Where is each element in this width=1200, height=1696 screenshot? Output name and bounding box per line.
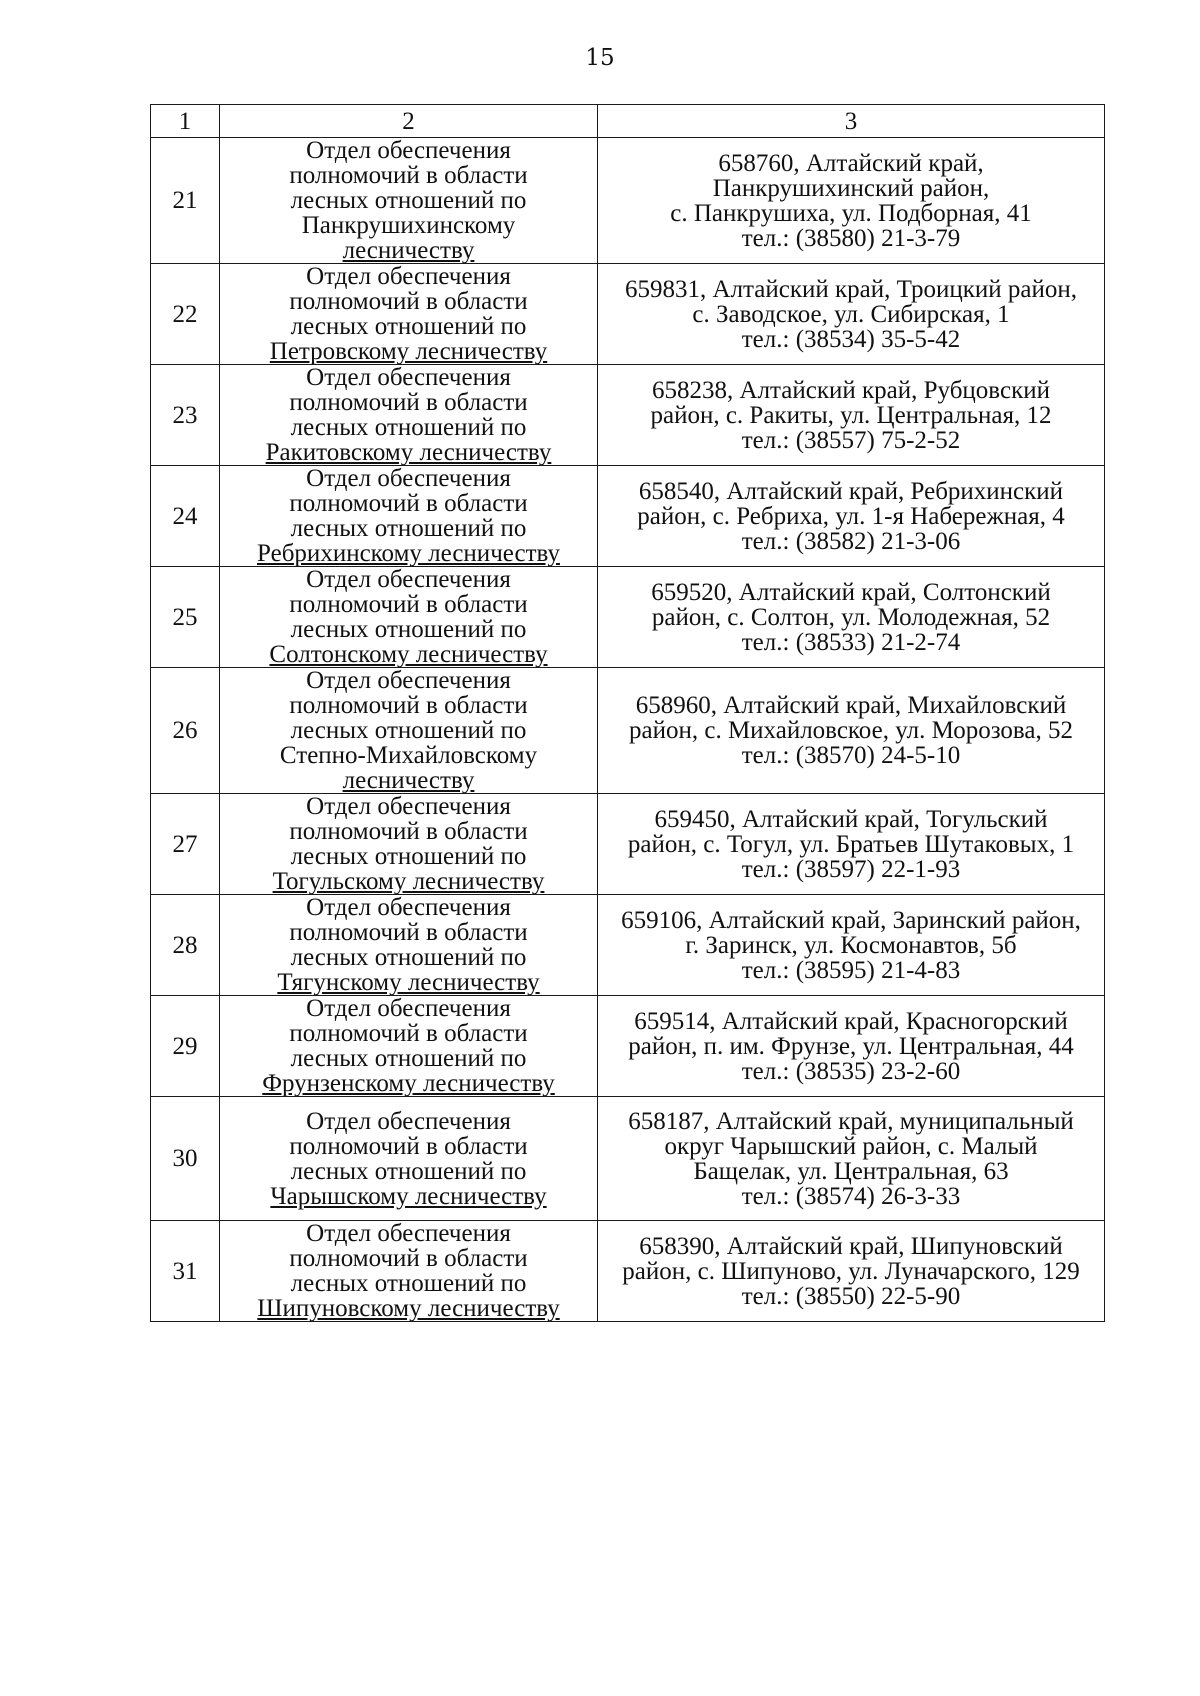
row-number: 29 [151, 996, 220, 1097]
department-name-cell [220, 1097, 598, 1221]
address-line: 658760, Алтайский край, [718, 149, 984, 177]
department-name-cell [220, 466, 598, 567]
address-cell [598, 567, 1105, 668]
address-line: район, с. Ракиты, ул. Центральная, 12 [650, 401, 1052, 429]
department-name-line: лесных отношений по [290, 1270, 527, 1297]
department-name-line: Солтонскому лесничеству [269, 641, 548, 668]
department-name-line: полномочий в области [289, 818, 528, 845]
department-name-line: полномочий в области [289, 288, 528, 315]
address-cell [598, 264, 1105, 365]
address-line: 658960, Алтайский край, Михайловский [635, 692, 1067, 719]
address-line: Панкрушихинский район, [712, 174, 990, 202]
address-line: тел.: (38534) 35-5-42 [741, 325, 961, 353]
table-body [151, 105, 1105, 1322]
address-line: 658390, Алтайский край, Шипуновский [639, 1232, 1063, 1260]
address-line: 658540, Алтайский край, Ребрихинский [638, 477, 1064, 505]
address-cell [598, 668, 1105, 794]
address-cell [598, 895, 1105, 996]
address-line: 659520, Алтайский край, Солтонский [651, 578, 1051, 606]
department-name-line: Тягунскому лесничеству [277, 969, 540, 996]
department-name-cell [220, 138, 598, 264]
address-line: 659450, Алтайский край, Тогульский [654, 805, 1048, 833]
address-line: 659831, Алтайский край, Троицкий район, [625, 275, 1077, 303]
address-line: тел.: (38557) 75-2-52 [741, 426, 961, 454]
address-line: район, с. Тогул, ул. Братьев Шутаковых, 1 [627, 830, 1075, 858]
column-header-address: 3 [598, 105, 1105, 138]
department-name-line: полномочий в области [289, 490, 528, 517]
department-name-line: Ребрихинскому лесничеству [257, 540, 560, 567]
table-row [151, 794, 1105, 895]
department-name-line: полномочий в области [289, 1020, 528, 1047]
address-line: район, с. Шипуново, ул. Луначарского, 129 [622, 1257, 1080, 1285]
department-name-line: Отдел обеспечения [306, 137, 511, 164]
address-line: округ Чарышский район, с. Малый [664, 1132, 1038, 1160]
department-name-line: лесных отношений по [290, 944, 527, 971]
address-cell [598, 794, 1105, 895]
address-line: район, с. Михайловское, ул. Морозова, 52 [629, 717, 1073, 744]
department-name-line: лесных отношений по [290, 313, 527, 340]
table-row [151, 567, 1105, 668]
department-name-line: Отдел обеспечения [306, 566, 511, 593]
address-line: тел.: (38595) 21-4-83 [741, 956, 961, 984]
table-row [151, 895, 1105, 996]
table-row [151, 365, 1105, 466]
row-number: 23 [151, 365, 220, 466]
department-name-line: полномочий в области [289, 591, 528, 618]
department-name-cell [220, 264, 598, 365]
address-cell [598, 1097, 1105, 1221]
row-number: 30 [151, 1097, 220, 1221]
address-line: тел.: (38582) 21-3-06 [741, 527, 961, 555]
address-line: тел.: (38550) 22-5-90 [741, 1282, 961, 1310]
address-line: район, п. им. Фрунзе, ул. Центральная, 44 [628, 1032, 1074, 1060]
department-name-line: Фрунзенскому лесничеству [262, 1070, 555, 1097]
department-name-line: Отдел обеспечения [306, 1220, 511, 1247]
address-line: 658187, Алтайский край, муниципальный [628, 1107, 1074, 1135]
department-name-line: Шипуновскому лесничеству [257, 1295, 560, 1322]
address-line: 659514, Алтайский край, Красногорский [634, 1007, 1068, 1035]
department-name-cell [220, 365, 598, 466]
department-name-line: лесных отношений по [290, 187, 527, 214]
department-name-line: Чарышскому лесничеству [270, 1182, 547, 1210]
department-name-line: Отдел обеспечения [306, 263, 511, 290]
department-name-line: лесничеству [342, 237, 475, 264]
department-name-cell [220, 1221, 598, 1322]
department-name-line: лесных отношений по [290, 1045, 527, 1072]
row-number: 28 [151, 895, 220, 996]
department-name-line: Отдел обеспечения [306, 667, 511, 694]
row-number: 22 [151, 264, 220, 365]
address-line: с. Панкрушиха, ул. Подборная, 41 [670, 199, 1032, 227]
row-number: 25 [151, 567, 220, 668]
department-name-line: полномочий в области [289, 692, 528, 719]
address-cell [598, 365, 1105, 466]
table-row [151, 466, 1105, 567]
department-name-line: лесных отношений по [290, 843, 527, 870]
row-number: 26 [151, 668, 220, 794]
department-name-line: Отдел обеспечения [306, 793, 511, 820]
address-line: тел.: (38580) 21-3-79 [741, 224, 961, 252]
department-name-line: лесных отношений по [290, 616, 527, 643]
address-line: район, с. Солтон, ул. Молодежная, 52 [651, 603, 1051, 631]
table-row [151, 668, 1105, 794]
department-name-line: Отдел обеспечения [306, 465, 511, 492]
table-row [151, 996, 1105, 1097]
department-name-cell [220, 668, 598, 794]
address-line: 658238, Алтайский край, Рубцовский [652, 376, 1050, 404]
address-line: тел.: (38570) 24-5-10 [741, 742, 961, 769]
department-name-line: лесных отношений по [290, 515, 527, 542]
address-line: район, с. Ребриха, ул. 1-я Набережная, 4 [637, 502, 1065, 530]
address-line: с. Заводское, ул. Сибирская, 1 [692, 300, 1010, 328]
department-name-line: полномочий в области [289, 1245, 528, 1272]
page-number: 15 [585, 45, 615, 71]
table-row [151, 1097, 1105, 1221]
address-line: тел.: (38533) 21-2-74 [741, 628, 961, 656]
column-header-department: 2 [220, 105, 598, 138]
table-header-row [151, 105, 1105, 138]
department-name-line: полномочий в области [289, 919, 528, 946]
address-line: тел.: (38574) 26-3-33 [741, 1182, 961, 1210]
row-number: 21 [151, 138, 220, 264]
department-name-cell [220, 996, 598, 1097]
department-name-line: Тогульскому лесничеству [272, 868, 545, 895]
department-name-cell [220, 895, 598, 996]
department-name-line: лесных отношений по [290, 414, 527, 441]
address-cell [598, 996, 1105, 1097]
address-cell [598, 1221, 1105, 1322]
department-name-line: Панкрушихинскому [301, 212, 516, 239]
forestry-departments-table [150, 104, 1105, 1322]
address-line: тел.: (38597) 22-1-93 [741, 855, 961, 883]
address-cell [598, 138, 1105, 264]
address-line: тел.: (38535) 23-2-60 [741, 1057, 961, 1085]
address-line: Бащелак, ул. Центральная, 63 [693, 1157, 1009, 1185]
department-name-cell [220, 794, 598, 895]
row-number: 27 [151, 794, 220, 895]
address-cell [598, 466, 1105, 567]
department-name-line: полномочий в области [289, 162, 528, 189]
table-row [151, 264, 1105, 365]
row-number: 24 [151, 466, 220, 567]
table-row [151, 1221, 1105, 1322]
department-name-line: Отдел обеспечения [306, 1107, 511, 1135]
department-name-line: Степно-Михайловскому [279, 742, 538, 769]
address-line: г. Заринск, ул. Космонавтов, 5б [685, 931, 1017, 959]
row-number: 31 [151, 1221, 220, 1322]
department-name-cell [220, 567, 598, 668]
table-row [151, 138, 1105, 264]
department-name-line: Отдел обеспечения [306, 894, 511, 921]
department-name-line: Петровскому лесничеству [269, 338, 548, 365]
column-header-number: 1 [151, 105, 220, 138]
department-name-line: полномочий в области [289, 1132, 528, 1160]
department-name-line: Отдел обеспечения [306, 995, 511, 1022]
department-name-line: Ракитовскому лесничеству [265, 439, 552, 466]
address-line: 659106, Алтайский край, Заринский район, [621, 906, 1081, 934]
department-name-line: лесничеству [342, 767, 475, 794]
department-name-line: Отдел обеспечения [306, 364, 511, 391]
department-name-line: лесных отношений по [290, 717, 527, 744]
department-name-line: лесных отношений по [290, 1157, 527, 1185]
department-name-line: полномочий в области [289, 389, 528, 416]
